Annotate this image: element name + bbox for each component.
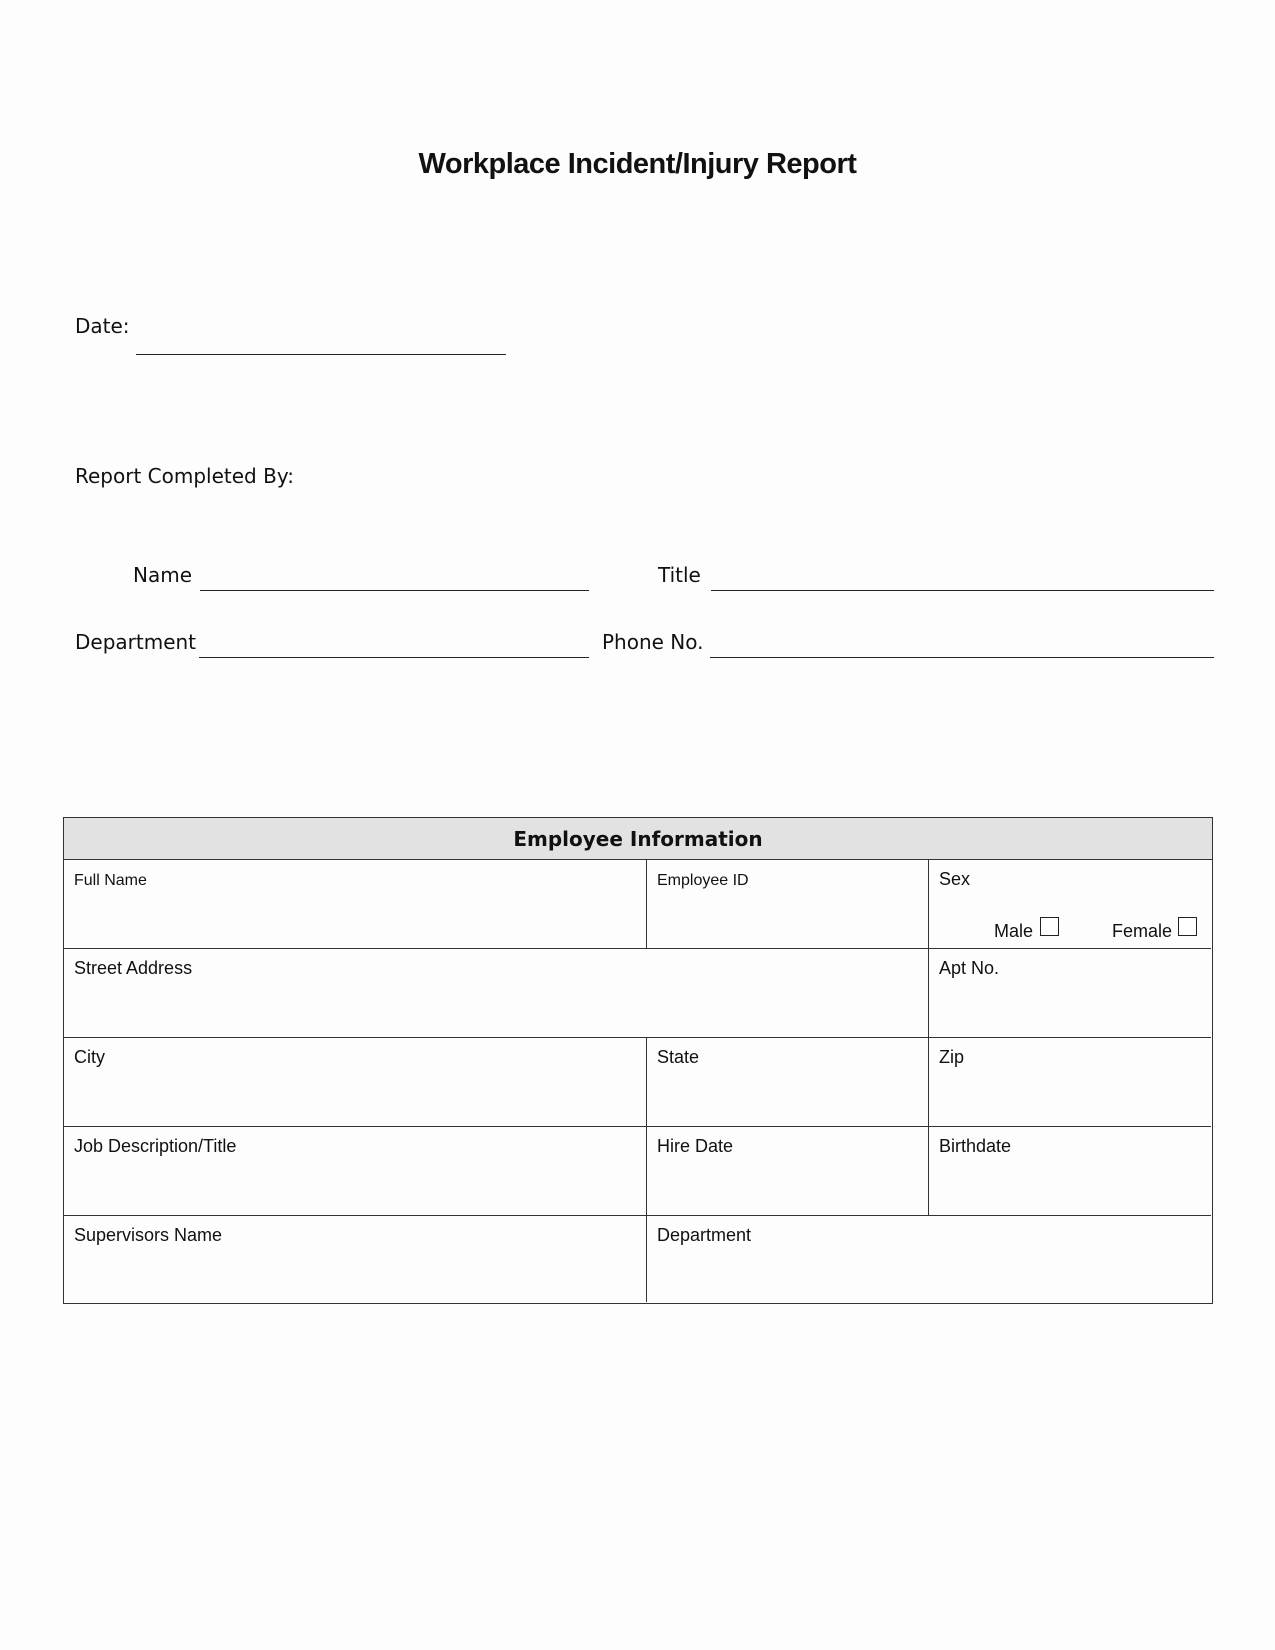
employee-information-table	[63, 817, 1213, 1304]
date-field[interactable]	[136, 354, 506, 355]
title-field[interactable]	[711, 590, 1214, 591]
hire-date-label: Hire Date	[657, 1136, 734, 1156]
zip-cell[interactable]	[929, 1038, 1211, 1127]
state-label: State	[657, 1047, 700, 1067]
male-checkbox[interactable]	[1040, 917, 1059, 936]
page-title: Workplace Incident/Injury Report	[418, 148, 857, 180]
report-completed-by-label: Report Completed By:	[75, 464, 294, 488]
apt-no-cell[interactable]	[929, 949, 1211, 1038]
female-checkbox[interactable]	[1178, 917, 1197, 936]
supervisors-name-cell[interactable]	[64, 1216, 647, 1302]
phone-field[interactable]	[710, 657, 1214, 658]
department-label: Department	[75, 630, 197, 654]
employee-id-cell[interactable]	[647, 860, 929, 949]
birthdate-cell[interactable]	[929, 1127, 1211, 1216]
employee-department-label: Department	[657, 1225, 752, 1245]
street-address-cell[interactable]	[64, 949, 929, 1038]
birthdate-label: Birthdate	[939, 1136, 1012, 1156]
apt-no-label: Apt No.	[939, 958, 1000, 978]
zip-label: Zip	[939, 1047, 965, 1067]
job-description-label: Job Description/Title	[74, 1136, 237, 1156]
department-field[interactable]	[199, 657, 589, 658]
hire-date-cell[interactable]	[647, 1127, 929, 1216]
street-address-label: Street Address	[74, 958, 193, 978]
employee-id-label: Employee ID	[657, 872, 749, 889]
supervisors-name-label: Supervisors Name	[74, 1225, 223, 1245]
city-label: City	[74, 1047, 105, 1067]
sex-cell	[929, 860, 1211, 949]
job-description-cell[interactable]	[64, 1127, 647, 1216]
full-name-label: Full Name	[74, 872, 147, 889]
female-label: Female	[1112, 921, 1173, 941]
employee-information-header: Employee Information	[64, 818, 1212, 860]
date-label: Date:	[75, 314, 130, 338]
male-label: Male	[994, 921, 1034, 941]
phone-label: Phone No.	[602, 630, 704, 654]
city-cell[interactable]	[64, 1038, 647, 1127]
name-field[interactable]	[200, 590, 589, 591]
title-label: Title	[658, 563, 701, 587]
full-name-cell[interactable]	[64, 860, 647, 949]
name-label: Name	[133, 563, 193, 587]
employee-department-cell[interactable]	[647, 1216, 1211, 1302]
sex-label: Sex	[939, 869, 971, 889]
state-cell[interactable]	[647, 1038, 929, 1127]
